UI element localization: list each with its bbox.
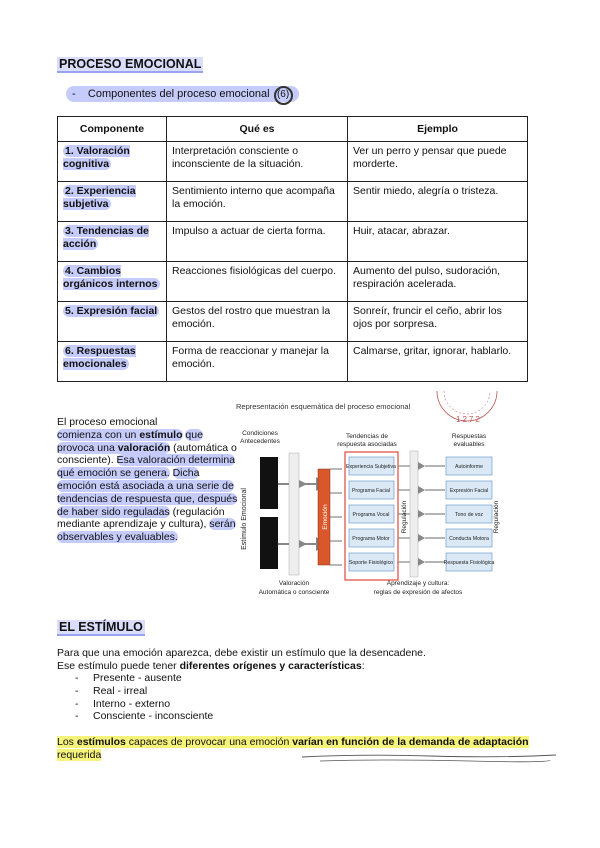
response-box: [446, 505, 492, 523]
col1-header-2: Antecedentes: [240, 438, 280, 445]
components-bullet: - Componentes del proceso emocional (6): [66, 86, 299, 105]
handwritten-underline: [300, 752, 560, 764]
col2-header-2: respuesta asociadas: [337, 441, 397, 448]
header-que-es: Qué es: [167, 117, 348, 142]
cell-ejemplo: Calmarse, gritar, ignorar, hablarlo.: [348, 342, 528, 382]
cell-ejemplo: Sonreír, fruncir el ceño, abrir los ojos por sorpresa.: [348, 302, 528, 342]
header-componente: Componente: [58, 117, 167, 142]
tendency-box: [346, 457, 396, 475]
bottom-right-1: Aprendizaje y cultura:: [386, 580, 450, 587]
table-row: [58, 222, 528, 262]
col3-header-1: Respuestas: [451, 433, 487, 440]
tendency-label: Soporte Fisiológico: [348, 560, 394, 566]
tendency-label: Experiencia Subjetiva: [346, 464, 396, 470]
bottom-left-2: Automática o consciente: [258, 589, 330, 596]
table-row: [58, 302, 528, 342]
response-label: Autoinforme: [455, 464, 483, 470]
response-box: [446, 529, 492, 547]
cell-que-es: Interpretación consciente o inconsciente de la situación.: [167, 142, 348, 182]
process-paragraph: El proceso emocional comienza con un estímulo que provoca una valoración (automática o consciente). Esa valoración determina qué emoción se genera. Dicha emoción está asociada a una serie de tendencias de respuesta que, después de haber sido reguladas (regulación mediante aprendizaje y cultura), serán observables y evaluables.: [57, 416, 238, 544]
table-row: [58, 342, 528, 382]
section-title-estimulo: EL ESTÍMULO: [59, 620, 143, 634]
tendency-box: [349, 553, 394, 571]
cell-ejemplo: Sentir miedo, alegría o tristeza.: [348, 182, 528, 222]
cell-ejemplo: Huir, atacar, abrazar.: [348, 222, 528, 262]
stimulus-intro: Para que una emoción aparezca, debe existir un estímulo que la desencadene. Ese estímulo puede tener diferentes orígenes y características:: [57, 647, 426, 672]
response-label: Expresión Facial: [449, 488, 489, 494]
list-item: - Presente - ausente: [75, 672, 213, 685]
cell-ejemplo: Ver un perro y pensar que puede morderte.: [348, 142, 528, 182]
tendency-label: Programa Facial: [351, 488, 391, 494]
circled-count: (6): [274, 86, 293, 105]
cell-componente: 6. Respuestas emocionales: [63, 345, 136, 370]
tendency-label: Programa Vocal: [352, 512, 390, 518]
response-label: Conducta Motora: [449, 536, 489, 542]
label-estimulo-emocional: Estímulo Emocional: [241, 488, 248, 550]
stimulus-list: [75, 672, 213, 723]
response-label: Tono de voz: [455, 512, 483, 518]
col2-header-1: Tendencias de: [346, 433, 388, 440]
components-table: [57, 116, 528, 382]
cell-que-es: Impulso a actuar de cierta forma.: [167, 222, 348, 262]
bottom-right-2: reglas de expresión de afectos: [373, 589, 463, 596]
tendency-box: [349, 481, 394, 499]
list-item: - Consciente - inconsciente: [75, 710, 213, 723]
cell-componente: 5. Expresión facial: [65, 305, 158, 317]
seal-icon: [437, 391, 497, 424]
seal-text: 1272: [456, 415, 482, 424]
cell-que-es: Forma de reaccionar y manejar la emoción.: [167, 342, 348, 382]
cell-que-es: Sentimiento interno que acompaña la emoción.: [167, 182, 348, 222]
process-diagram: [232, 389, 500, 604]
cell-que-es: Reacciones fisiológicas del cuerpo.: [167, 262, 348, 302]
label-emocion: Emoción: [322, 504, 329, 530]
label-regulacion-2: Regulación: [493, 500, 500, 534]
response-box: [446, 457, 492, 475]
table-row: [58, 182, 528, 222]
tendency-box: [349, 505, 394, 523]
cell-componente: 3. Tendencias de acción: [63, 225, 149, 250]
table-row: [58, 142, 528, 182]
label-regulacion-1: Regulación: [401, 500, 408, 534]
stimulus-conclusion: Los estímulos capaces de provocar una emoción varían en función de la demanda de adaptación requerida: [57, 736, 529, 761]
response-box: [444, 553, 495, 571]
cell-componente: 2. Experiencia subjetiva: [63, 185, 136, 210]
tendency-box: [349, 529, 394, 547]
list-item: - Interno - externo: [75, 698, 213, 711]
cell-que-es: Gestos del rostro que muestran la emoción.: [167, 302, 348, 342]
header-ejemplo: Ejemplo: [348, 117, 528, 142]
response-label: Respuesta Fisiológica: [443, 560, 495, 566]
tendency-label: Programa Motor: [352, 536, 390, 542]
table-row: [58, 262, 528, 302]
col3-header-2: evaluables: [453, 441, 485, 448]
list-item: - Real - irreal: [75, 685, 213, 698]
cell-ejemplo: Aumento del pulso, sudoración, respiración acelerada.: [348, 262, 528, 302]
response-box: [446, 481, 492, 499]
bullet-text: Componentes del proceso emocional: [87, 88, 270, 100]
col1-header-1: Condiciones: [242, 430, 278, 437]
cell-componente: 4. Cambios orgánicos internos: [63, 265, 158, 290]
bottom-left-1: Valoración: [278, 580, 310, 587]
section-title-proceso: PROCESO EMOCIONAL: [59, 57, 202, 71]
diagram-title: Representación esquemática del proceso emocional: [236, 402, 411, 411]
cell-componente: 1. Valoración cognitiva: [63, 145, 130, 170]
